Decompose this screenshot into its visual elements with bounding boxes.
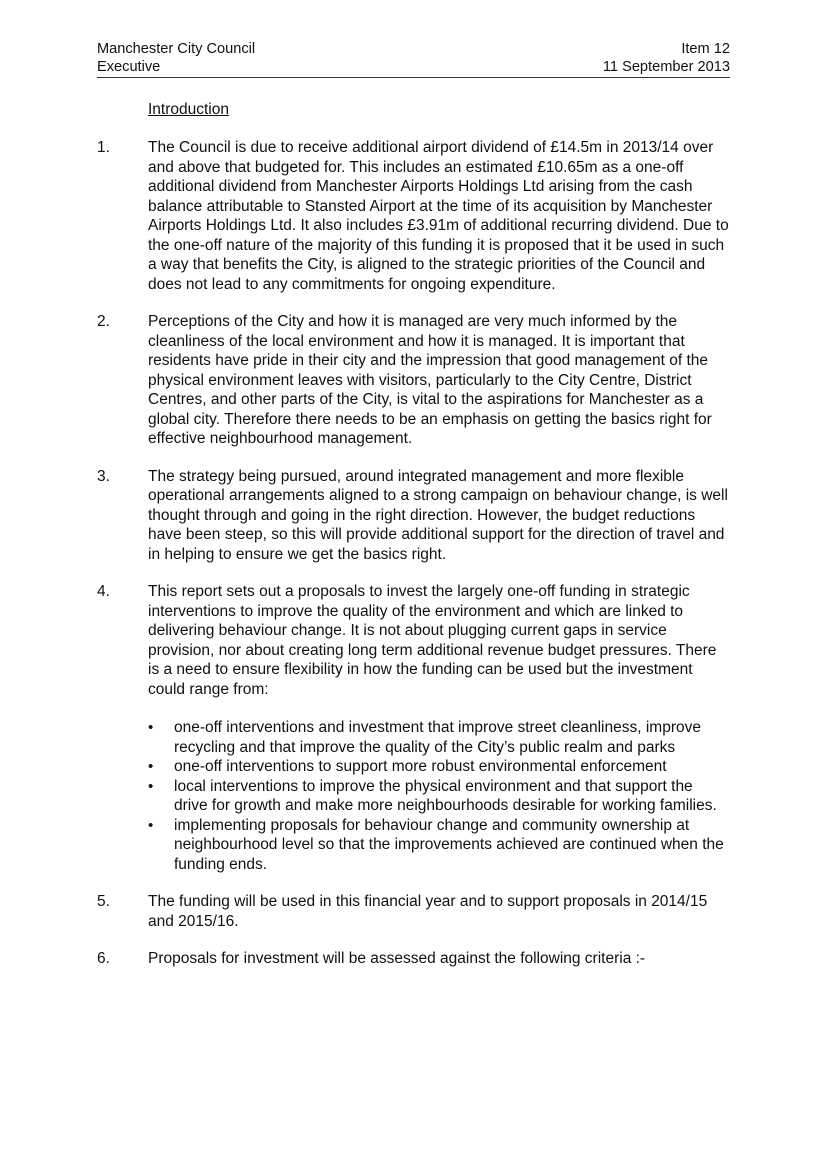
bullet-text: one-off interventions and investment that improve street cleanliness, improve recycling and that improve the quality of the City’s public realm and parks	[174, 719, 701, 756]
paragraph-text: The funding will be used in this financial year and to support proposals in 2014/15 and 2015/16.	[148, 893, 708, 930]
section-heading-introduction: Introduction	[148, 101, 229, 118]
paragraph-2	[97, 312, 730, 449]
paragraph-text: Perceptions of the City and how it is managed are very much informed by the cleanliness of the local environment and how it is managed. It is important that residents have pride in their city and the impression that good management of the physical environment leaves with visitors, particularly to the City Centre, District Centres, and other parts of the City, is vital to the aspirations for Manchester as a global city. Therefore there needs to be an emphasis on getting the basics right for effective neighbourhood management.	[148, 313, 712, 447]
paragraph-1	[97, 138, 730, 294]
paragraph-text: Proposals for investment will be assessed against the following criteria :-	[148, 950, 646, 967]
bullet-list	[148, 718, 730, 874]
bullet-item	[148, 777, 730, 816]
paragraph-number: 5.	[97, 893, 110, 910]
bullet-icon	[148, 777, 174, 816]
document-page	[97, 40, 730, 969]
item-number: Item 12	[681, 41, 730, 57]
header-left	[97, 40, 255, 76]
paragraph-number: 1.	[97, 139, 110, 156]
bullet-item	[148, 757, 730, 777]
bullet-icon	[148, 757, 174, 777]
bullet-text: local interventions to improve the physical environment and that support the drive for growth and make more neighbourhoods desirable for working families.	[174, 777, 717, 814]
paragraph-text: This report sets out a proposals to invest the largely one-off funding in strategic interventions to improve the quality of the environment and which are linked to delivering behaviour change. It is not about plugging current gaps in service provision, nor about creating long term additional revenue budget pressures. There is a need to ensure flexibility in how the funding can be used but the investment could range from:	[148, 583, 717, 698]
paragraph-number: 2.	[97, 313, 110, 330]
paragraph-number: 3.	[97, 467, 110, 485]
paragraph-6	[97, 949, 730, 969]
paragraph-number: 6.	[97, 950, 110, 967]
paragraph-3	[97, 467, 730, 565]
paragraph-4	[97, 582, 730, 874]
page-header	[97, 40, 730, 78]
header-right	[603, 40, 730, 76]
paragraph-text: The Council is due to receive additional airport dividend of £14.5m in 2013/14 over and above that budgeted for. This includes an estimated £10.65m as a one-off additional dividend from Manchester Airports Holdings Ltd arising from the cash balance attributable to Stansted Airport at the time of its acquisition by Manchester Airports Holdings Ltd. It also includes £3.91m of additional recurring dividend. Due to the one-off nature of the majority of this funding it is proposed that it be used in such a way that benefits the City, is aligned to the strategic priorities of the Council and does not lead to any commitments for ongoing expenditure.	[148, 139, 729, 293]
bullet-item	[148, 718, 730, 757]
bullet-text: implementing proposals for behaviour change and community ownership at neighbourhood level so that the improvements achieved are continued when the funding ends.	[174, 816, 724, 873]
bullet-item	[148, 816, 730, 875]
bullet-icon	[148, 816, 174, 875]
paragraph-body	[148, 582, 730, 874]
bullet-text: one-off interventions to support more robust environmental enforcement	[174, 758, 667, 775]
organisation-name: Manchester City Council	[97, 41, 256, 57]
paragraph-5	[97, 892, 730, 931]
bullet-icon	[148, 718, 174, 757]
paragraph-number: 4.	[97, 583, 110, 600]
paragraph-text: The strategy being pursued, around integrated management and more flexible operational arrangements aligned to a strong campaign on behaviour change, is well thought through and going in the right direction. However, the budget reductions have been steep, so this will provide additional support for the direction of travel and in helping to ensure we get the basics right.	[148, 467, 728, 563]
meeting-date: 11 September 2013	[602, 59, 730, 75]
committee-name: Executive	[97, 59, 161, 75]
